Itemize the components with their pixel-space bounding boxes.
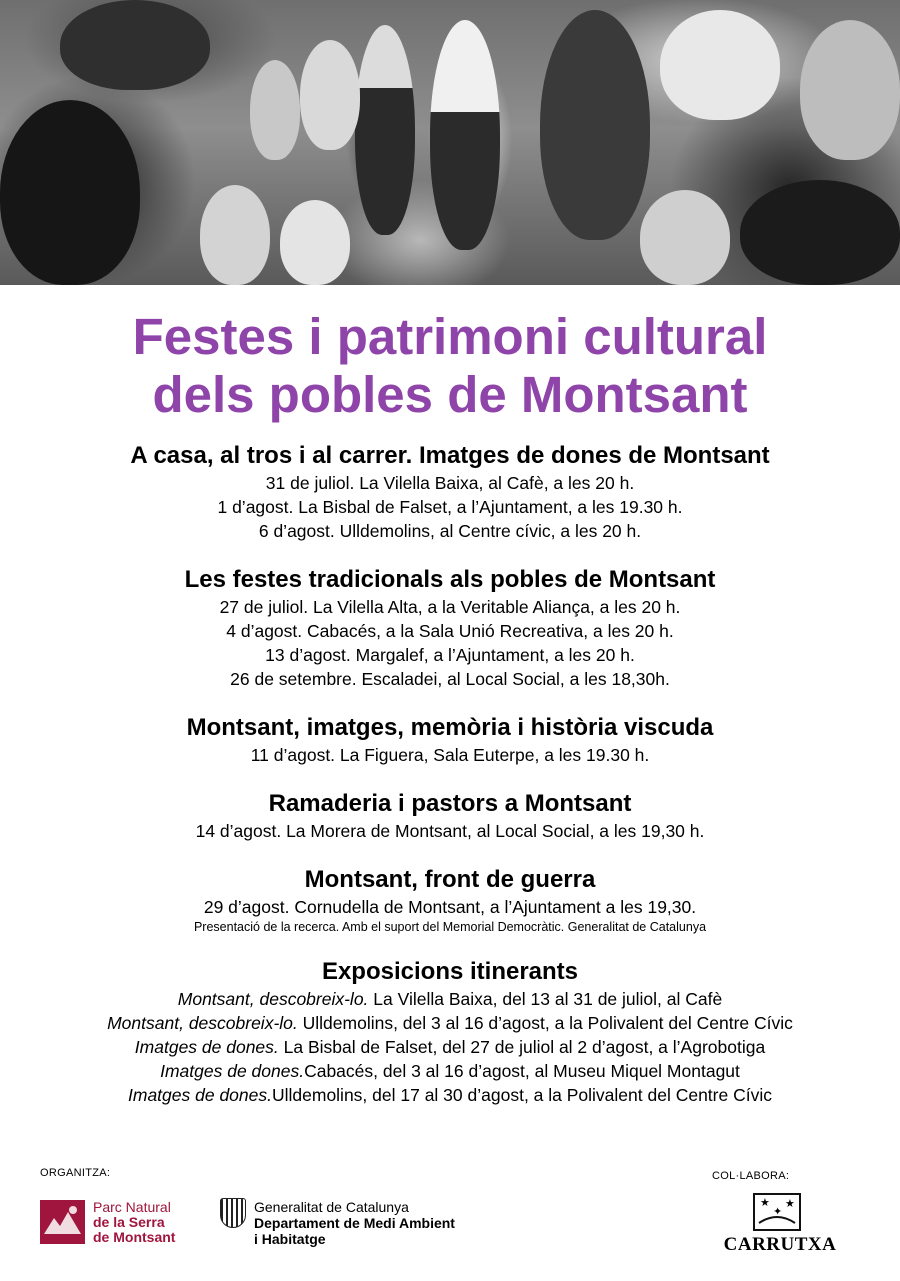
event-line: 26 de setembre. Escaladei, al Local Social, a les 18,30h.	[230, 669, 670, 689]
section-title: Ramaderia i pastors a Montsant	[268, 790, 632, 817]
exhibition-line	[0, 1083, 900, 1107]
exhibition-line	[0, 1011, 900, 1035]
exhibition-line	[0, 1035, 900, 1059]
exhibition-name: Montsant, descobreix-lo.	[177, 989, 369, 1009]
exhibition-line	[0, 987, 900, 1011]
section-title: Montsant, front de guerra	[304, 866, 596, 893]
section-memoria	[0, 713, 900, 767]
section-title: A casa, al tros i al carrer. Imatges de dones de Montsant	[130, 442, 770, 469]
parc-natural-line-3: de Montsant	[93, 1229, 176, 1245]
section-title: Les festes tradicionals als pobles de Montsant	[184, 566, 716, 593]
carrutxa-name: CARRUTXA	[723, 1234, 837, 1255]
exhibition-name: Imatges de dones.	[128, 1085, 272, 1105]
generalitat-line-3: i Habitatge	[254, 1231, 326, 1247]
exhibition-name: Imatges de dones.	[134, 1037, 279, 1057]
event-line: 6 d’agost. Ulldemolins, al Centre cívic, a les 20 h.	[258, 521, 642, 541]
parc-natural-logo-icon	[40, 1200, 85, 1244]
organitza-label: ORGANITZA:	[40, 1167, 111, 1179]
parc-natural-line-1: Parc Natural	[93, 1199, 171, 1215]
exhibition-detail: La Vilella Baixa, del 13 al 31 de juliol, al Cafè	[368, 989, 723, 1009]
section-note: Presentació de la recerca. Amb el suport del Memorial Democràtic. Generalitat de Catalunya	[193, 920, 707, 934]
header-photo	[0, 0, 900, 285]
exhibition-detail: Cabacés, del 3 al 16 d’agost, al Museu Miquel Montagut	[304, 1061, 740, 1081]
generalitat-shield-icon	[220, 1198, 246, 1228]
parc-natural-name	[93, 1200, 175, 1245]
event-line: 1 d’agost. La Bisbal de Falset, a l’Ajuntament, a les 19.30 h.	[217, 497, 683, 517]
generalitat-line-2: Departament de Medi Ambient	[254, 1215, 455, 1231]
event-line: 29 d’agost. Cornudella de Montsant, a l’Ajuntament a les 19,30.	[203, 897, 697, 917]
title-line-1: Festes i patrimoni cultural	[132, 308, 768, 365]
event-line: 4 d’agost. Cabacés, a la Sala Unió Recreativa, a les 20 h.	[226, 621, 674, 641]
generalitat-line-1: Generalitat de Catalunya	[254, 1199, 409, 1215]
event-line: 31 de juliol. La Vilella Baixa, al Cafè, a les 20 h.	[265, 473, 635, 493]
carrutxa-emblem-icon: ★ ★ ✦	[753, 1193, 801, 1231]
parc-natural-line-2: de la Serra	[93, 1214, 165, 1230]
section-title: Exposicions itinerants	[321, 958, 579, 985]
section-front-guerra	[0, 865, 900, 935]
event-line: 13 d’agost. Margalef, a l’Ajuntament, a les 20 h.	[265, 645, 635, 665]
event-line: 27 de juliol. La Vilella Alta, a la Veritable Aliança, a les 20 h.	[219, 597, 681, 617]
section-ramaderia	[0, 789, 900, 843]
title-line-2: dels pobles de Montsant	[152, 366, 748, 423]
poster-title	[0, 308, 900, 424]
exhibition-line	[0, 1059, 900, 1083]
section-title: Montsant, imatges, memòria i història viscuda	[186, 714, 714, 741]
program-list	[0, 441, 900, 1107]
exhibition-name: Montsant, descobreix-lo.	[107, 1013, 298, 1033]
exhibition-name: Imatges de dones.	[160, 1061, 305, 1081]
exhibition-detail: Ulldemolins, del 17 al 30 d’agost, a la Polivalent del Centre Cívic	[271, 1085, 772, 1105]
generalitat-name	[254, 1199, 455, 1247]
exhibition-detail: La Bisbal de Falset, del 27 de juliol al 2 d’agost, a l’Agrobotiga	[278, 1037, 766, 1057]
section-imatges-dones	[0, 441, 900, 543]
section-exposicions	[0, 957, 900, 1107]
event-line: 14 d’agost. La Morera de Montsant, al Local Social, a les 19,30 h.	[195, 821, 705, 841]
event-line: 11 d’agost. La Figuera, Sala Euterpe, a les 19.30 h.	[250, 745, 650, 765]
exhibition-detail: Ulldemolins, del 3 al 16 d’agost, a la Polivalent del Centre Cívic	[297, 1013, 793, 1033]
section-festes-tradicionals	[0, 565, 900, 691]
colabora-label: COL·LABORA:	[712, 1170, 790, 1182]
